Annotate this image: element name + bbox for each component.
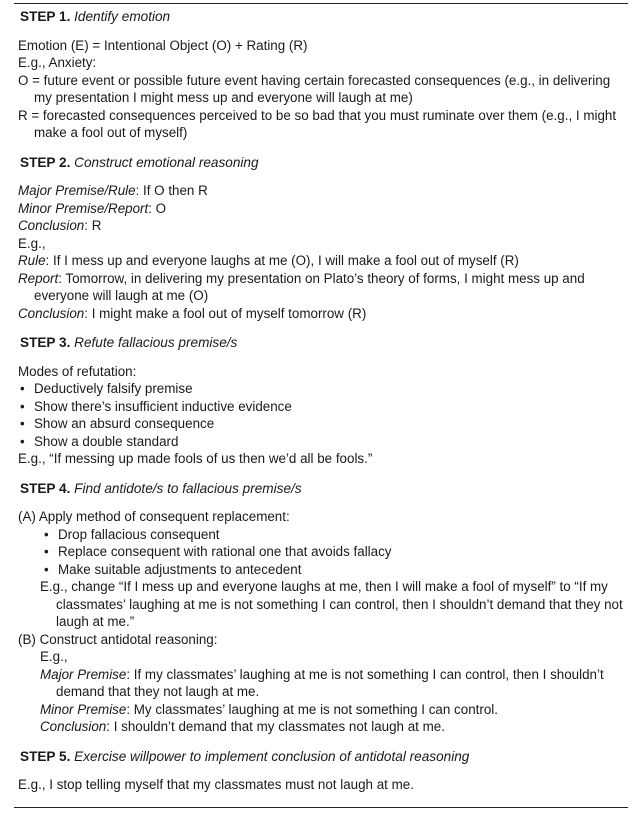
step-2-heading [20,154,626,172]
step-3-intro: Modes of refutation: [18,363,137,379]
step-2-rule [18,252,626,270]
step-4-antidotal-major [40,666,626,701]
step-2-example-conclusion [18,305,626,323]
step-5-heading [20,748,626,766]
example-conclusion-label: Conclusion [18,305,85,321]
document-body [18,8,626,794]
antidotal-conclusion-label: Conclusion [40,719,107,734]
step-4-antidotal-conclusion [40,718,626,736]
step-2-conclusion [18,217,626,235]
step-4-antidotal-minor [40,701,626,719]
step-4-part-b-body [18,648,626,736]
step-3-example: E.g., “If messing up made fools of us then we’d all be fools.” [18,451,373,466]
step-3-title: Refute fallacious premise/s [74,335,238,350]
antidotal-major-label: Major Premise [40,666,127,682]
antidotal-minor-text: : My classmates’ laughing at me is not something I can control. [126,701,498,717]
step-4-section [18,480,626,736]
step-5-title: Exercise willpower to implement conclusion of antidotal reasoning [74,748,470,764]
step-3-number: STEP 3. [20,335,71,350]
step-4-part-a-example: E.g., change “If I mess up and everyone laughs at me, then I will make a fool of myself” to “If my classmates’ laughing at me is not something I can control, then I shouldn’t demand that they not laugh at me.” [40,579,623,629]
list-item: • Show there’s insufficient inductive evidence [20,398,626,416]
minor-premise-text: : O [148,200,167,216]
step-1-title: Identify emotion [74,9,171,24]
step-1-number: STEP 1. [20,9,71,24]
step-1-heading [20,8,626,26]
list-item: • Deductively falsify premise [20,380,626,398]
step-4-number: STEP 4. [20,480,71,496]
list-item: • Show a double standard [20,433,626,451]
antidotal-minor-label: Minor Premise [40,701,127,717]
antidotal-conclusion-text: : I shouldn’t demand that my classmates not laugh at me. [106,719,445,734]
step-1-line-example: E.g., Anxiety: [18,55,97,70]
rule-label: Rule [18,253,46,268]
step-4-heading [20,480,626,498]
step-2-minor-premise [18,200,626,218]
list-item: • Replace consequent with rational one that avoids fallacy [44,543,626,561]
step-5-section [18,748,626,794]
conclusion-text: : R [84,218,102,233]
bottom-rule [14,807,628,808]
step-3-section [18,334,626,468]
step-2-major-premise [18,182,626,200]
list-item: • Make suitable adjustments to antecedent [44,561,626,579]
major-premise-label: Major Premise/Rule [18,183,136,198]
top-rule [14,3,628,4]
minor-premise-label: Minor Premise/Report [18,200,149,216]
refutation-modes-list [18,380,626,450]
step-4-part-b-example: E.g., [40,649,68,664]
step-2-section [18,154,626,323]
report-text: : Tomorrow, in delivering my presentation on Plato’s theory of forms, I might mess up and everyone will laugh at me (O) [34,270,585,303]
step-1-line-object: O = future event or possible future event having certain forecasted consequences (e.g., in delivering my presentation I might mess up and everyone will laugh at me) [18,72,611,105]
step-5-number: STEP 5. [20,748,71,764]
step-2-number: STEP 2. [20,154,71,170]
step-1-section [18,8,626,142]
step-4-part-b-label: (B) Construct antidotal reasoning: [18,631,218,647]
step-3-heading [20,334,626,352]
consequent-replacement-list [18,526,626,579]
step-1-line-rating: R = forecasted consequences perceived to be so bad that you must ruminate over them (e.g., I might make a fool out of myself) [18,107,617,140]
step-4-part-a-label: (A) Apply method of consequent replacement: [18,509,290,524]
step-2-example: E.g., [18,235,46,251]
list-item: • Drop fallacious consequent [44,526,626,544]
conclusion-label: Conclusion [18,218,85,233]
major-premise-text: : If O then R [135,183,208,198]
report-label: Report [18,270,59,286]
antidotal-major-text: : If my classmates’ laughing at me is not something I can control, then I shouldn’t demand that they not laugh at me. [56,666,604,699]
example-conclusion-text: : I might make a fool out of myself tomorrow (R) [84,305,367,321]
step-5-example: E.g., I stop telling myself that my classmates must not laugh at me. [18,777,414,792]
step-1-line-formula: Emotion (E) = Intentional Object (O) + Rating (R) [18,37,308,53]
step-2-title: Construct emotional reasoning [74,154,259,170]
step-4-title: Find antidote/s to fallacious premise/s [74,480,302,496]
step-4-part-a-example-wrap [18,578,626,631]
step-2-report [18,270,626,305]
rule-text: : If I mess up and everyone laughs at me (O), I will make a fool out of myself (R) [45,253,519,268]
list-item: • Show an absurd consequence [20,415,626,433]
